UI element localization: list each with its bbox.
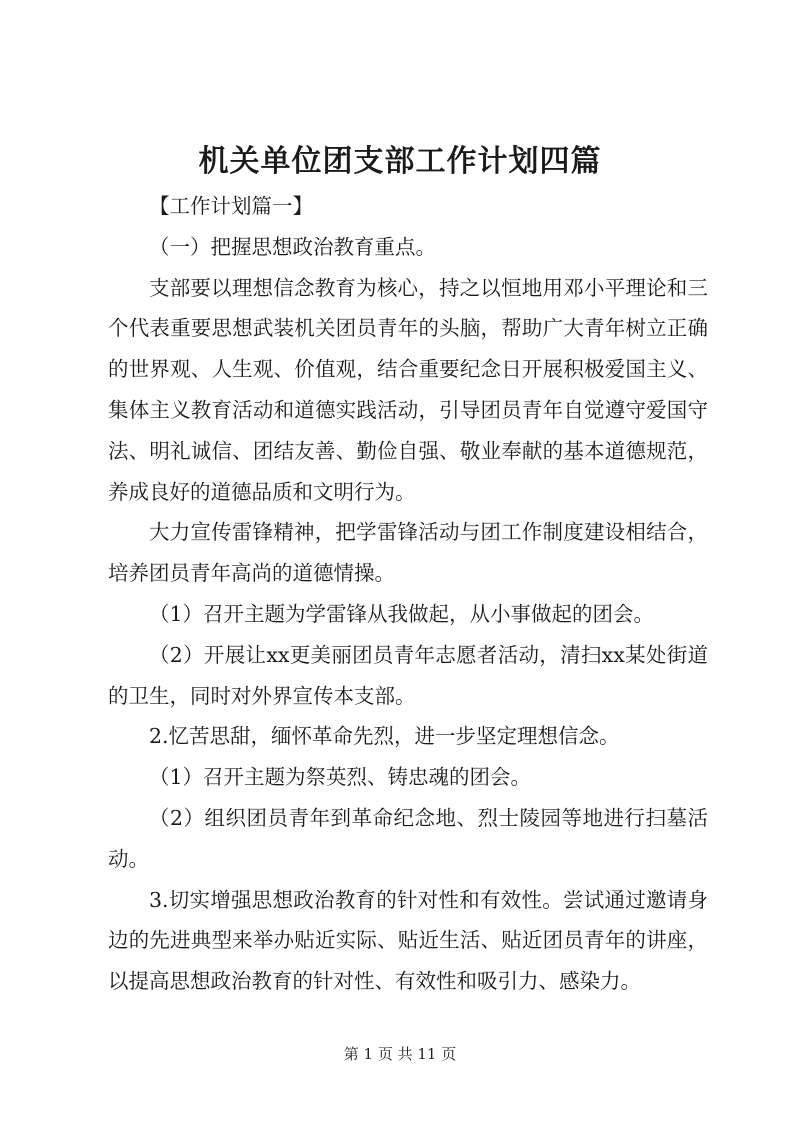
document-title: 机关单位团支部工作计划四篇 (198, 144, 602, 179)
list-item: （1）召开主题为学雷锋从我做起，从小事做起的团会。 (149, 601, 655, 626)
list-item: （2）开展让xx更美丽团员青年志愿者活动，清扫xx某处街道的卫生，同时对外界宣传本支部。 (108, 642, 708, 708)
list-item: （2）组织团员青年到革命纪念地、烈士陵园等地进行扫墓活动。 (108, 805, 708, 871)
list-item: （1）召开主题为祭英烈、铸忠魂的团会。 (149, 765, 532, 790)
page-footer: 第 1 页 共 11 页 (343, 1045, 457, 1063)
section-heading: 【工作计划篇一】 (149, 194, 313, 218)
subsection-heading: （一）把握思想政治教育重点。 (149, 234, 436, 259)
body-paragraph: 大力宣传雷锋精神，把学雷锋活动与团工作制度建设相结合，培养团员青年高尚的道德情操。 (108, 520, 708, 586)
document-body (108, 186, 708, 1002)
numbered-item: 2.忆苦思甜，缅怀革命先烈，进一步坚定理想信念。 (149, 724, 620, 749)
numbered-item: 3.切实增强思想政治教育的针对性和有效性。尝试通过邀请身边的先进典型来举办贴近实际、贴近生活、贴近团员青年的讲座，以提高思想政治教育的针对性、有效性和吸引力、感染力。 (108, 887, 708, 994)
body-paragraph: 支部要以理想信念教育为核心，持之以恒地用邓小平理论和三个代表重要思想武装机关团员青年的头脑，帮助广大青年树立正确的世界观、人生观、价值观，结合重要纪念日开展积极爱国主义、集体主义教育活动和道德实践活动，引导团员青年自觉遵守爱国守法、明礼诚信、团结友善、勤俭自强、敬业奉献的基本道德规范，养成良好的道德品质和文明行为。 (108, 275, 708, 504)
